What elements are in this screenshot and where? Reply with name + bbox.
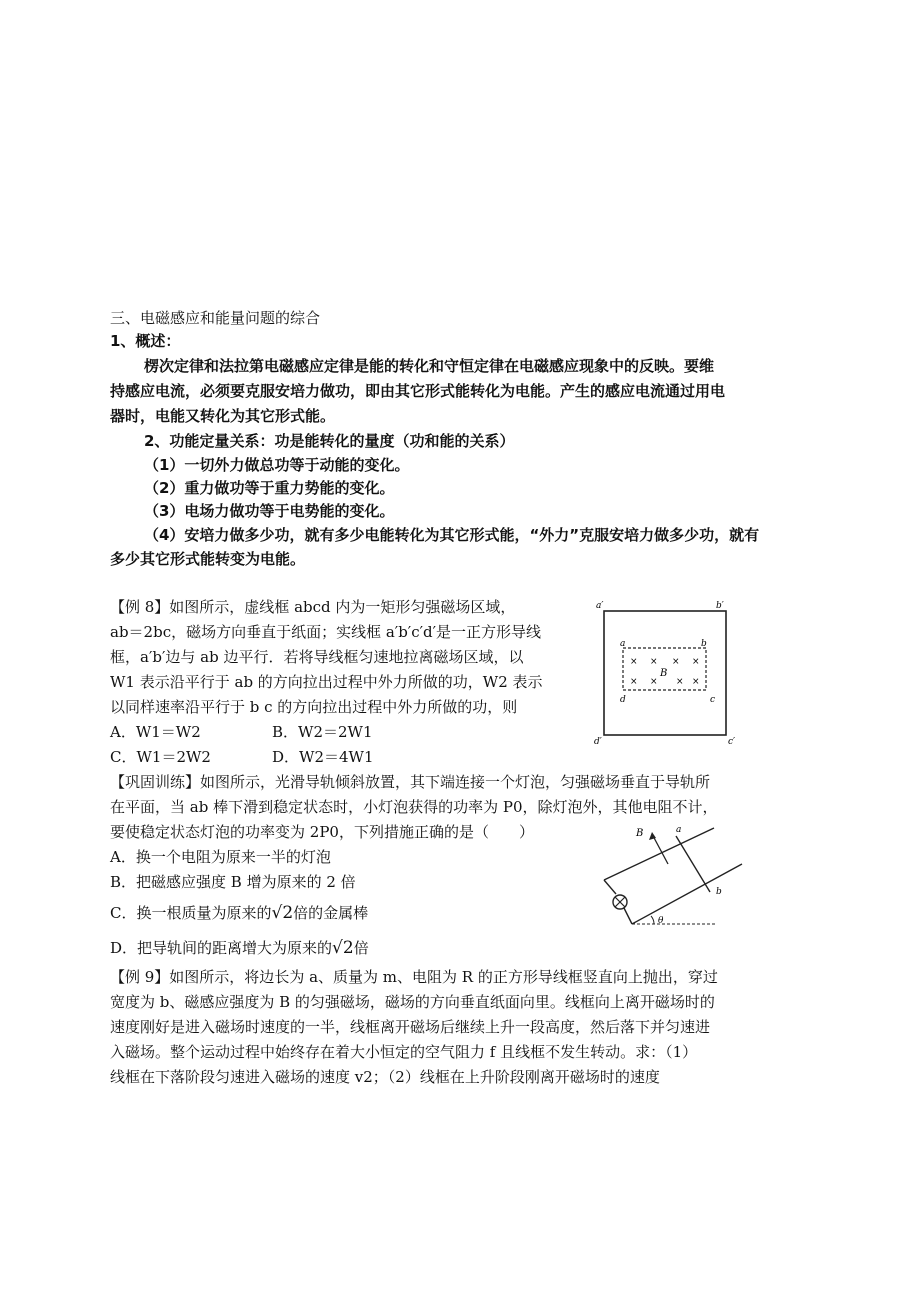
cross-mark: × (692, 657, 700, 667)
ex8-line-5: 以同样速率沿平行于 b c 的方向拉出过程中外力所做的功，则 (110, 698, 518, 716)
ex9-line-2: 宽度为 b、磁感应强度为 B 的匀强磁场，磁场的方向垂直纸面向里。线框向上离开磁场时的 (110, 993, 715, 1011)
cross-mark: × (672, 657, 680, 667)
train-option-d (110, 938, 369, 958)
item-2: （2）重力做功等于重力势能的变化。 (144, 479, 395, 497)
label-field-b: B (660, 668, 668, 679)
item-1: （1）一切外力做总功等于动能的变化。 (144, 456, 410, 474)
cross-mark: × (650, 677, 658, 687)
train-option-c-text: C．换一根质量为原来的 (110, 904, 272, 922)
overview-line-2: 持感应电流，必须要克服安培力做功，即由其它形式能转化为电能。产生的感应电流通过用电 (110, 382, 726, 400)
cross-mark: × (676, 677, 684, 687)
label-b: b (701, 639, 707, 649)
cross-mark: × (630, 677, 638, 687)
section-title: 三、电磁感应和能量问题的综合 (110, 309, 321, 327)
label-field-b: B (636, 828, 644, 839)
label-b: b (716, 887, 722, 897)
label-c-outer: c′ (728, 737, 736, 747)
ex9-line-4: 入磁场。整个运动过程中始终存在着大小恒定的空气阻力 f 且线框不发生转动。求：（1） (110, 1043, 698, 1061)
ab-rod (676, 836, 710, 892)
field-arrow (652, 834, 668, 864)
ex8-line-1: 【例 8】如图所示，虚线框 abcd 内为一矩形匀强磁场区域， (110, 598, 516, 616)
train-line-2: 在平面，当 ab 棒下滑到稳定状态时，小灯泡获得的功率为 P0，除灯泡外，其他电阻不计， (110, 798, 718, 816)
train-line-1: 【巩固训练】如图所示，光滑导轨倾斜放置，其下端连接一个灯泡，匀强磁场垂直于导轨所 (110, 773, 711, 791)
ex8-option-c: C．W1＝2W2 (110, 748, 211, 766)
subsection-overview: 1、概述： (110, 332, 181, 350)
ex9-line-1: 【例 9】如图所示，将边长为 a、质量为 m、电阻为 R 的正方形导线框竖直向上抛出，穿过 (110, 968, 718, 986)
train-option-c-tail: 倍的金属棒 (293, 904, 369, 922)
lamp-wire-top (604, 880, 616, 894)
ex8-line-2: ab＝2bc，磁场方向垂直于纸面；实线框 a′b′c′d′是一正方形导线 (110, 623, 542, 641)
label-c: c (710, 695, 716, 705)
cross-mark: × (650, 657, 658, 667)
cross-mark: × (630, 657, 638, 667)
overview-line-3: 器时，电能又转化为其它形式能。 (110, 407, 336, 425)
label-d-outer: d′ (594, 737, 602, 747)
train-line-3: 要使稳定状态灯泡的功率变为 2P0，下列措施正确的是（ ） (110, 823, 534, 841)
subsection-work-energy: 2、功能定量关系：功是能转化的量度（功和能的关系） (144, 432, 515, 450)
ex8-option-b: B．W2＝2W1 (272, 723, 373, 741)
label-d: d (620, 695, 626, 705)
train-option-d-tail: 倍 (353, 939, 369, 957)
lamp-wire-bottom (624, 908, 632, 924)
item-4-line-1: （4）安培力做多少功，就有多少电能转化为其它形式能，“外力”克服安培力做多少功，就有 (144, 526, 760, 544)
overview-line-1: 楞次定律和法拉第电磁感应定律是能的转化和守恒定律在电磁感应现象中的反映。要维 (144, 357, 715, 375)
ex8-option-d: D．W2＝4W1 (272, 748, 374, 766)
cross-mark: × (692, 677, 700, 687)
ex8-figure (588, 596, 748, 751)
ex8-option-a: A．W1＝W2 (110, 723, 201, 741)
train-option-d-text: D．把导轨间的距离增大为原来的 (110, 939, 333, 957)
train-option-c (110, 903, 368, 923)
train-option-b: B．把磁感应强度 B 增为原来的 2 倍 (110, 873, 356, 891)
train-option-a: A．换一个电阻为原来一半的灯泡 (110, 848, 331, 866)
ex9-line-5: 线框在下落阶段匀速进入磁场的速度 v2；（2）线框在上升阶段刚离开磁场时的速度 (110, 1068, 660, 1086)
label-b-outer: b′ (716, 601, 724, 611)
train-figure (596, 822, 756, 934)
ex8-line-3: 框，a′b′边与 ab 边平行．若将导线框匀速地拉离磁场区域，以 (110, 648, 524, 666)
label-a: a (620, 639, 626, 649)
label-a-outer: a′ (596, 601, 604, 611)
ex9-line-3: 速度刚好是进入磁场时速度的一半，线框离开磁场后继续上升一段高度，然后落下并匀速进 (110, 1018, 711, 1036)
sqrt-two: √2 (332, 938, 354, 958)
label-theta: θ (658, 916, 664, 926)
sqrt-two: √2 (271, 903, 294, 923)
ex8-line-4: W1 表示沿平行于 ab 的方向拉出过程中外力所做的功，W2 表示 (110, 673, 543, 691)
item-3: （3）电场力做功等于电势能的变化。 (144, 502, 395, 520)
label-a: a (676, 825, 682, 835)
lower-rail (632, 864, 742, 924)
item-4-line-2: 多少其它形式能转变为电能。 (110, 550, 306, 568)
